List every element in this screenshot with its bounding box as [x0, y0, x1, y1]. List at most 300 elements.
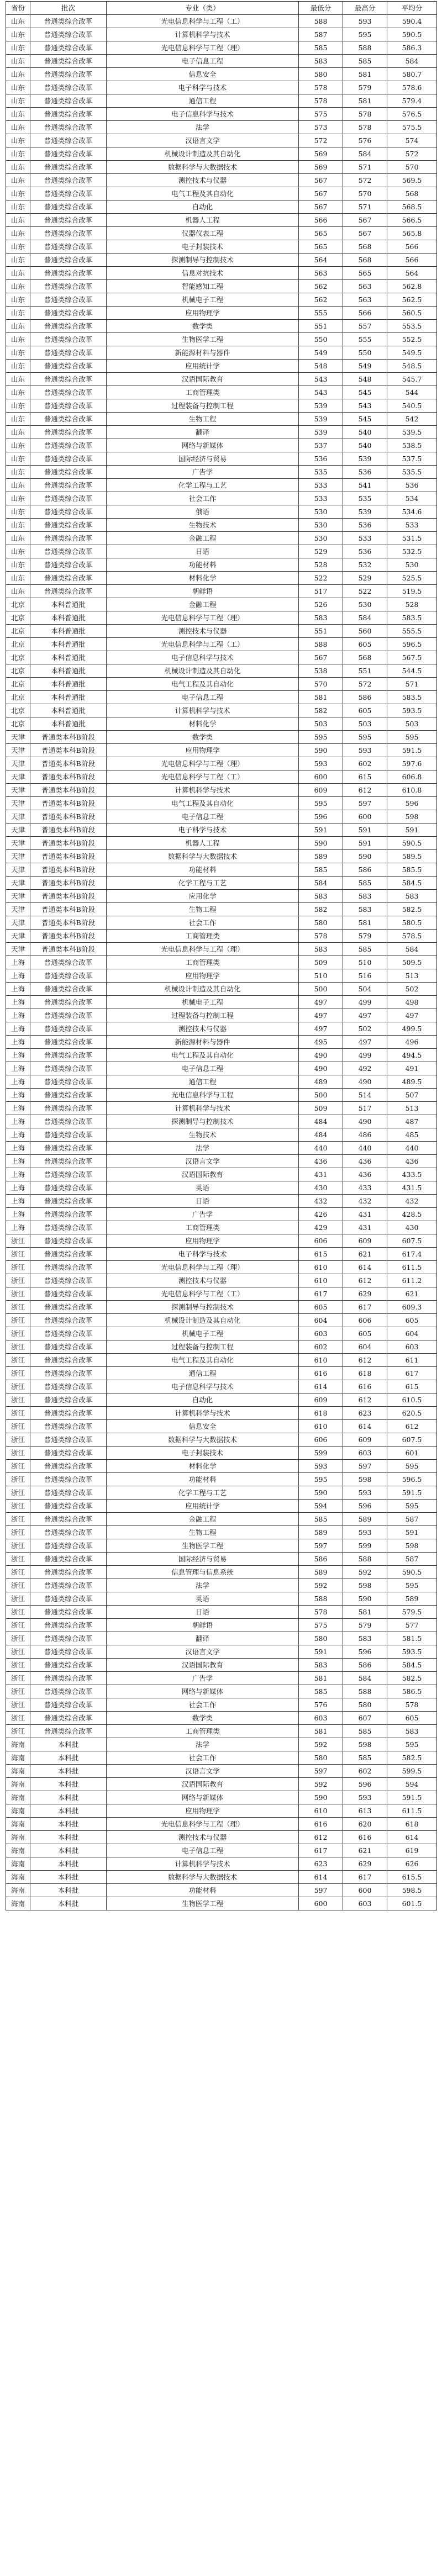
max-score-cell: 568 [343, 254, 387, 267]
avg-score-cell: 584 [387, 55, 437, 68]
max-score-cell: 539 [343, 505, 387, 519]
batch-cell: 普通类综合改革 [30, 346, 107, 360]
min-score-cell: 484 [299, 1115, 343, 1128]
major-cell: 功能材料 [107, 1473, 299, 1486]
major-cell: 机械电子工程 [107, 293, 299, 307]
avg-score-cell: 535.5 [387, 466, 437, 479]
max-score-cell: 605 [343, 1327, 387, 1340]
batch-cell: 普通类综合改革 [30, 1089, 107, 1102]
table-row [6, 1447, 437, 1460]
province-cell: 浙江 [6, 1606, 30, 1619]
table-row [6, 1672, 437, 1685]
avg-score-cell: 595 [387, 1460, 437, 1473]
province-cell: 浙江 [6, 1712, 30, 1725]
table-row [6, 996, 437, 1009]
avg-score-cell: 496 [387, 1036, 437, 1049]
avg-score-cell: 611.5 [387, 1261, 437, 1274]
province-cell: 北京 [6, 598, 30, 611]
max-score-cell: 540 [343, 439, 387, 452]
major-cell: 自动化 [107, 1393, 299, 1407]
max-score-cell: 570 [343, 187, 387, 200]
avg-score-cell: 440 [387, 1142, 437, 1155]
batch-cell: 普通类本科B阶段 [30, 903, 107, 916]
batch-cell: 普通类本科B阶段 [30, 943, 107, 956]
max-score-cell: 536 [343, 466, 387, 479]
avg-score-cell: 566 [387, 240, 437, 254]
batch-cell: 普通类综合改革 [30, 320, 107, 333]
major-cell: 计算机科学与技术 [107, 1102, 299, 1115]
max-score-cell: 578 [343, 108, 387, 121]
table-row [6, 373, 437, 386]
avg-score-cell: 595 [387, 1738, 437, 1751]
table-row [6, 1738, 437, 1751]
min-score-cell: 432 [299, 1195, 343, 1208]
max-score-cell: 540 [343, 426, 387, 439]
max-score-cell: 614 [343, 1420, 387, 1433]
province-cell: 上海 [6, 1208, 30, 1221]
batch-cell: 普通类综合改革 [30, 1500, 107, 1513]
batch-cell: 普通类综合改革 [30, 81, 107, 94]
table-row [6, 678, 437, 691]
province-cell: 浙江 [6, 1579, 30, 1592]
min-score-cell: 600 [299, 770, 343, 784]
avg-score-cell: 491 [387, 1062, 437, 1075]
batch-cell: 普通类综合改革 [30, 1526, 107, 1539]
min-score-cell: 595 [299, 731, 343, 744]
table-row [6, 651, 437, 664]
province-cell: 山东 [6, 307, 30, 320]
avg-score-cell: 436 [387, 1155, 437, 1168]
province-cell: 浙江 [6, 1619, 30, 1632]
major-cell: 电子信息工程 [107, 55, 299, 68]
avg-score-cell: 612 [387, 1420, 437, 1433]
table-row [6, 558, 437, 572]
max-score-cell: 516 [343, 969, 387, 983]
avg-score-cell: 530 [387, 558, 437, 572]
batch-cell: 本科批 [30, 1897, 107, 1910]
province-cell: 山东 [6, 81, 30, 94]
batch-cell: 本科普通批 [30, 678, 107, 691]
province-cell: 天津 [6, 770, 30, 784]
min-score-cell: 522 [299, 572, 343, 585]
max-score-cell: 603 [343, 1447, 387, 1460]
batch-cell: 普通类综合改革 [30, 280, 107, 293]
province-cell: 上海 [6, 969, 30, 983]
table-row [6, 1606, 437, 1619]
batch-cell: 普通类综合改革 [30, 426, 107, 439]
min-score-cell: 610 [299, 1420, 343, 1433]
major-cell: 汉语言文学 [107, 1155, 299, 1168]
avg-score-cell: 574 [387, 134, 437, 147]
table-row [6, 227, 437, 240]
batch-cell: 普通类综合改革 [30, 1314, 107, 1327]
province-cell: 天津 [6, 797, 30, 810]
avg-score-cell: 590.5 [387, 1566, 437, 1579]
table-row [6, 1168, 437, 1181]
major-cell: 机械电子工程 [107, 996, 299, 1009]
major-cell: 测控技术与仪器 [107, 1831, 299, 1844]
province-cell: 天津 [6, 824, 30, 837]
avg-score-cell: 509.5 [387, 956, 437, 969]
table-row [6, 161, 437, 174]
table-row [6, 1367, 437, 1380]
major-cell: 电子科学与技术 [107, 81, 299, 94]
avg-score-cell: 610.5 [387, 1393, 437, 1407]
table-row [6, 1407, 437, 1420]
major-cell: 电子信息工程 [107, 1062, 299, 1075]
max-score-cell: 593 [343, 1791, 387, 1804]
province-cell: 天津 [6, 837, 30, 850]
batch-cell: 普通类本科B阶段 [30, 810, 107, 824]
province-cell: 浙江 [6, 1645, 30, 1659]
table-row [6, 15, 437, 28]
max-score-cell: 590 [343, 1592, 387, 1606]
province-cell: 天津 [6, 784, 30, 797]
min-score-cell: 582 [299, 903, 343, 916]
min-score-cell: 430 [299, 1181, 343, 1195]
table-row [6, 969, 437, 983]
avg-score-cell: 591 [387, 824, 437, 837]
min-score-cell: 585 [299, 863, 343, 877]
max-score-cell: 522 [343, 585, 387, 598]
table-row [6, 81, 437, 94]
major-cell: 数据科学与大数据技术 [107, 161, 299, 174]
min-score-cell: 500 [299, 1089, 343, 1102]
min-score-cell: 539 [299, 426, 343, 439]
province-cell: 海南 [6, 1751, 30, 1765]
avg-score-cell: 585.5 [387, 863, 437, 877]
batch-cell: 普通类综合改革 [30, 983, 107, 996]
min-score-cell: 585 [299, 1685, 343, 1698]
province-cell: 上海 [6, 1036, 30, 1049]
table-row [6, 863, 437, 877]
avg-score-cell: 555.5 [387, 625, 437, 638]
batch-cell: 普通类综合改革 [30, 1062, 107, 1075]
batch-cell: 普通类本科B阶段 [30, 824, 107, 837]
max-score-cell: 588 [343, 1685, 387, 1698]
major-cell: 化学工程与工艺 [107, 1486, 299, 1500]
batch-cell: 普通类综合改革 [30, 1672, 107, 1685]
major-cell: 应用统计学 [107, 1500, 299, 1513]
max-score-cell: 593 [343, 1526, 387, 1539]
avg-score-cell: 485 [387, 1128, 437, 1142]
table-row [6, 1831, 437, 1844]
table-row [6, 55, 437, 68]
table-row [6, 824, 437, 837]
major-cell: 数学类 [107, 320, 299, 333]
max-score-cell: 579 [343, 930, 387, 943]
batch-cell: 普通类综合改革 [30, 1022, 107, 1036]
table-row [6, 1115, 437, 1128]
table-row [6, 956, 437, 969]
avg-score-cell: 583.5 [387, 691, 437, 704]
batch-cell: 普通类综合改革 [30, 519, 107, 532]
table-row [6, 1301, 437, 1314]
province-cell: 天津 [6, 810, 30, 824]
min-score-cell: 580 [299, 1751, 343, 1765]
table-row [6, 1725, 437, 1738]
max-score-cell: 607 [343, 1712, 387, 1725]
max-score-cell: 440 [343, 1142, 387, 1155]
min-score-cell: 551 [299, 625, 343, 638]
major-cell: 电子科学与技术 [107, 1248, 299, 1261]
table-row [6, 1340, 437, 1354]
min-score-cell: 590 [299, 1791, 343, 1804]
max-score-cell: 605 [343, 704, 387, 717]
major-cell: 光电信息科学与工程（理） [107, 943, 299, 956]
province-cell: 海南 [6, 1738, 30, 1751]
avg-score-cell: 494.5 [387, 1049, 437, 1062]
min-score-cell: 584 [299, 877, 343, 890]
major-cell: 机械设计制造及其自动化 [107, 147, 299, 161]
table-row [6, 1314, 437, 1327]
avg-score-cell: 596 [387, 797, 437, 810]
province-cell: 浙江 [6, 1685, 30, 1698]
major-cell: 法学 [107, 121, 299, 134]
batch-cell: 普通类综合改革 [30, 1420, 107, 1433]
min-score-cell: 586 [299, 1553, 343, 1566]
major-cell: 法学 [107, 1142, 299, 1155]
table-row [6, 439, 437, 452]
batch-cell: 本科普通批 [30, 691, 107, 704]
province-cell: 浙江 [6, 1234, 30, 1248]
province-cell: 山东 [6, 346, 30, 360]
max-score-cell: 595 [343, 28, 387, 41]
avg-score-cell: 534.6 [387, 505, 437, 519]
major-cell: 金融工程 [107, 598, 299, 611]
max-score-cell: 581 [343, 916, 387, 930]
major-cell: 电子信息科学与技术 [107, 108, 299, 121]
batch-cell: 本科批 [30, 1804, 107, 1818]
major-cell: 光电信息科学与工程（工） [107, 15, 299, 28]
table-row [6, 1287, 437, 1301]
min-score-cell: 573 [299, 121, 343, 134]
batch-cell: 普通类综合改革 [30, 1619, 107, 1632]
max-score-cell: 593 [343, 15, 387, 28]
batch-cell: 普通类综合改革 [30, 1168, 107, 1181]
major-cell: 探测制导与控制技术 [107, 1115, 299, 1128]
major-cell: 电气工程及其自动化 [107, 1354, 299, 1367]
min-score-cell: 576 [299, 1698, 343, 1712]
header-avg-score: 平均分 [387, 2, 437, 15]
max-score-cell: 597 [343, 797, 387, 810]
batch-cell: 普通类综合改革 [30, 1155, 107, 1168]
table-row [6, 1579, 437, 1592]
max-score-cell: 550 [343, 346, 387, 360]
min-score-cell: 589 [299, 1526, 343, 1539]
min-score-cell: 595 [299, 1473, 343, 1486]
table-row [6, 1075, 437, 1089]
major-cell: 汉语国际教育 [107, 1659, 299, 1672]
max-score-cell: 602 [343, 757, 387, 770]
batch-cell: 普通类综合改革 [30, 1340, 107, 1354]
avg-score-cell: 579.5 [387, 1606, 437, 1619]
table-row [6, 1234, 437, 1248]
min-score-cell: 530 [299, 519, 343, 532]
table-row [6, 638, 437, 651]
min-score-cell: 578 [299, 930, 343, 943]
major-cell: 机器人工程 [107, 214, 299, 227]
max-score-cell: 603 [343, 1897, 387, 1910]
avg-score-cell: 549.5 [387, 346, 437, 360]
avg-score-cell: 593.5 [387, 1645, 437, 1659]
avg-score-cell: 609.3 [387, 1301, 437, 1314]
avg-score-cell: 614 [387, 1831, 437, 1844]
header-max-score: 最高分 [343, 2, 387, 15]
header-batch: 批次 [30, 2, 107, 15]
batch-cell: 普通类综合改革 [30, 1659, 107, 1672]
min-score-cell: 530 [299, 505, 343, 519]
province-cell: 海南 [6, 1844, 30, 1857]
major-cell: 社会工作 [107, 916, 299, 930]
province-cell: 北京 [6, 717, 30, 731]
avg-score-cell: 531.5 [387, 532, 437, 545]
province-cell: 浙江 [6, 1301, 30, 1314]
major-cell: 应用物理学 [107, 744, 299, 757]
max-score-cell: 490 [343, 1115, 387, 1128]
major-cell: 应用统计学 [107, 360, 299, 373]
avg-score-cell: 583 [387, 1725, 437, 1738]
major-cell: 信息安全 [107, 1420, 299, 1433]
min-score-cell: 606 [299, 1234, 343, 1248]
table-row [6, 1473, 437, 1486]
batch-cell: 普通类综合改革 [30, 1354, 107, 1367]
min-score-cell: 592 [299, 1738, 343, 1751]
min-score-cell: 583 [299, 1659, 343, 1672]
batch-cell: 普通类综合改革 [30, 399, 107, 413]
min-score-cell: 581 [299, 1725, 343, 1738]
table-row [6, 1804, 437, 1818]
table-row [6, 254, 437, 267]
avg-score-cell: 604 [387, 1327, 437, 1340]
province-cell: 天津 [6, 731, 30, 744]
major-cell: 应用物理学 [107, 1234, 299, 1248]
province-cell: 浙江 [6, 1460, 30, 1473]
avg-score-cell: 545.7 [387, 373, 437, 386]
table-row [6, 1791, 437, 1804]
min-score-cell: 555 [299, 307, 343, 320]
min-score-cell: 484 [299, 1128, 343, 1142]
batch-cell: 本科批 [30, 1738, 107, 1751]
batch-cell: 普通类综合改革 [30, 307, 107, 320]
min-score-cell: 530 [299, 532, 343, 545]
province-cell: 浙江 [6, 1592, 30, 1606]
table-row [6, 664, 437, 678]
province-cell: 山东 [6, 320, 30, 333]
province-cell: 海南 [6, 1831, 30, 1844]
major-cell: 广告学 [107, 1672, 299, 1685]
min-score-cell: 615 [299, 1248, 343, 1261]
table-row [6, 1592, 437, 1606]
major-cell: 朝鲜语 [107, 1619, 299, 1632]
max-score-cell: 549 [343, 360, 387, 373]
avg-score-cell: 590.5 [387, 837, 437, 850]
avg-score-cell: 580.5 [387, 916, 437, 930]
major-cell: 国际经济与贸易 [107, 452, 299, 466]
table-row [6, 1685, 437, 1698]
table-row [6, 1619, 437, 1632]
avg-score-cell: 536 [387, 479, 437, 492]
min-score-cell: 565 [299, 240, 343, 254]
table-row [6, 134, 437, 147]
table-row [6, 399, 437, 413]
province-cell: 北京 [6, 691, 30, 704]
min-score-cell: 595 [299, 797, 343, 810]
table-row [6, 1526, 437, 1539]
table-row [6, 930, 437, 943]
province-cell: 浙江 [6, 1433, 30, 1447]
batch-cell: 普通类综合改革 [30, 1393, 107, 1407]
min-score-cell: 567 [299, 651, 343, 664]
province-cell: 海南 [6, 1804, 30, 1818]
batch-cell: 普通类综合改革 [30, 545, 107, 558]
province-cell: 山东 [6, 360, 30, 373]
batch-cell: 普通类综合改革 [30, 68, 107, 81]
table-row [6, 625, 437, 638]
min-score-cell: 591 [299, 824, 343, 837]
batch-cell: 普通类综合改革 [30, 333, 107, 346]
avg-score-cell: 569.5 [387, 174, 437, 187]
batch-cell: 普通类综合改革 [30, 466, 107, 479]
min-score-cell: 564 [299, 254, 343, 267]
avg-score-cell: 532.5 [387, 545, 437, 558]
province-cell: 浙江 [6, 1407, 30, 1420]
batch-cell: 普通类综合改革 [30, 996, 107, 1009]
avg-score-cell: 528 [387, 598, 437, 611]
major-cell: 测控技术与仪器 [107, 1274, 299, 1287]
avg-score-cell: 584 [387, 943, 437, 956]
major-cell: 机械设计制造及其自动化 [107, 664, 299, 678]
table-row [6, 307, 437, 320]
min-score-cell: 609 [299, 784, 343, 797]
batch-cell: 普通类综合改革 [30, 1566, 107, 1579]
major-cell: 电子信息工程 [107, 691, 299, 704]
min-score-cell: 610 [299, 1354, 343, 1367]
min-score-cell: 436 [299, 1155, 343, 1168]
province-cell: 山东 [6, 68, 30, 81]
batch-cell: 普通类综合改革 [30, 41, 107, 55]
avg-score-cell: 544.5 [387, 664, 437, 678]
avg-score-cell: 586.5 [387, 1685, 437, 1698]
table-row [6, 187, 437, 200]
major-cell: 翻译 [107, 426, 299, 439]
max-score-cell: 436 [343, 1168, 387, 1181]
max-score-cell: 431 [343, 1208, 387, 1221]
avg-score-cell: 615 [387, 1380, 437, 1393]
table-body [6, 15, 437, 1910]
batch-cell: 普通类综合改革 [30, 1433, 107, 1447]
batch-cell: 本科批 [30, 1884, 107, 1897]
major-cell: 日语 [107, 1195, 299, 1208]
table-row [6, 1645, 437, 1659]
min-score-cell: 565 [299, 227, 343, 240]
min-score-cell: 610 [299, 1261, 343, 1274]
major-cell: 日语 [107, 545, 299, 558]
major-cell: 材料化学 [107, 572, 299, 585]
min-score-cell: 550 [299, 333, 343, 346]
min-score-cell: 537 [299, 439, 343, 452]
province-cell: 浙江 [6, 1314, 30, 1327]
min-score-cell: 581 [299, 691, 343, 704]
min-score-cell: 429 [299, 1221, 343, 1234]
table-row [6, 717, 437, 731]
avg-score-cell: 583.5 [387, 611, 437, 625]
max-score-cell: 593 [343, 744, 387, 757]
min-score-cell: 497 [299, 1022, 343, 1036]
min-score-cell: 569 [299, 147, 343, 161]
batch-cell: 普通类综合改革 [30, 1327, 107, 1340]
major-cell: 工商管理类 [107, 956, 299, 969]
